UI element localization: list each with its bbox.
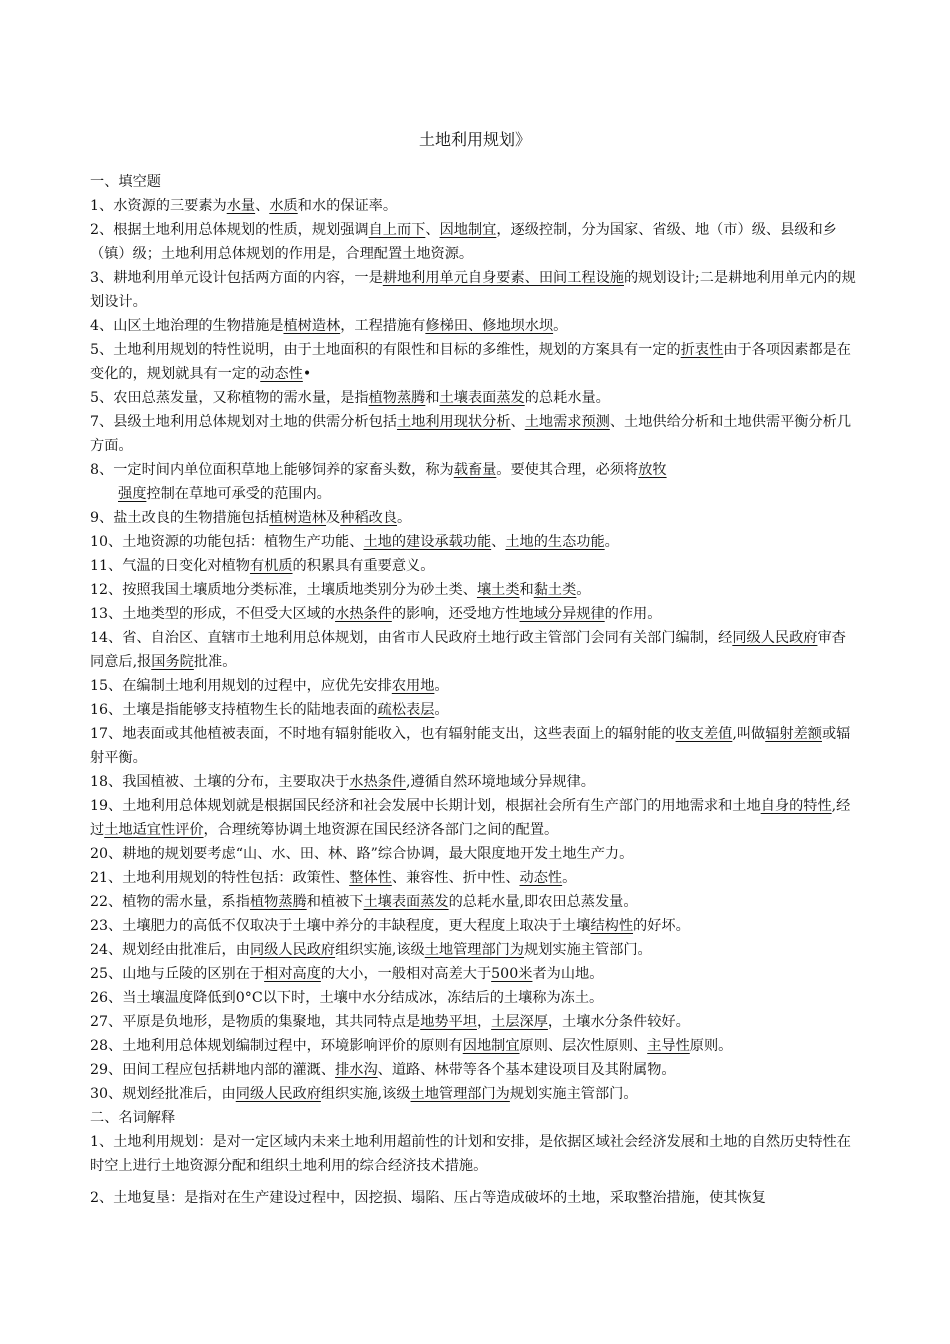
- answer-text: 土地管理部门为: [410, 1086, 510, 1102]
- question-text: ,叫做: [732, 726, 766, 742]
- question-text: 9、盐土改良的生物措施包括: [90, 510, 270, 526]
- answer-text: 同级人民政府: [235, 1086, 321, 1102]
- question-text: 2、根据土地利用总体规划的性质，规划强调: [90, 222, 369, 238]
- question-text: 2、土地复垦：是指对在生产建设过程中，因挖损、塌陷、压占等造成破坏的土地，采取整治措施，使其恢复: [90, 1190, 766, 1206]
- question-text: 、兼容性、折中性、: [391, 870, 520, 886]
- answer-text: 水热条件: [349, 774, 407, 790]
- answer-text: 植树造林: [269, 510, 327, 526]
- answer-text: 种稻改良: [340, 510, 398, 526]
- question-text: 5、土地利用规划的特性说明，由于土地面积的有限性和目标的多维性，规划的方案具有一定的: [90, 342, 681, 358]
- question-text: 。: [562, 870, 577, 886]
- answer-text: 有机质: [249, 558, 293, 574]
- question-text: 10、土地资源的功能包括：植物生产功能、: [90, 534, 364, 550]
- question-text: 者为山地。: [532, 966, 604, 982]
- question-text: 21、土地利用规划的特性包括：政策性、: [90, 870, 350, 886]
- fill-in-item: [90, 338, 856, 386]
- question-text: 17、地表面或其他植被表面，不时地有辐射能收入，也有辐射能支出，这些表面上的辐射能的: [90, 726, 676, 742]
- answer-text: 因地制宜: [439, 222, 497, 238]
- answer-text: 土壤表面蒸发: [439, 390, 525, 406]
- answer-text: 土壤表面蒸发: [363, 894, 449, 910]
- answer-text: 地域分异规律: [519, 606, 605, 622]
- question-text: 27、平原是负地形，是物质的集聚地，其共同特点是: [90, 1014, 421, 1030]
- document-title: 土地利用规划》: [418, 130, 531, 149]
- answer-text: 折衷性: [680, 342, 724, 358]
- section-heading: 一、填空题: [90, 174, 161, 190]
- answer-text: 放牧: [638, 462, 667, 478]
- question-text: 控制在草地可承受的范围内。: [146, 486, 331, 502]
- question-text: 15、在编制土地利用规划的过程中，应优先安排: [90, 678, 392, 694]
- question-text: 28、土地利用总体规划编制过程中，环境影响评价的原则有: [90, 1038, 463, 1054]
- question-text: ，: [476, 1014, 492, 1030]
- answer-text: 耕地利用单元自身要素、田间工程设施: [382, 270, 624, 286]
- fill-in-item: [90, 890, 856, 914]
- question-text: 审杳同意后,报: [90, 630, 846, 670]
- question-text: 30、规划经批准后，由: [90, 1086, 236, 1102]
- question-text: 批准。: [193, 654, 237, 670]
- answer-text: 植物蒸腾: [249, 894, 307, 910]
- question-text: 组织实施,该级: [335, 942, 425, 958]
- fill-in-item: [90, 410, 856, 458]
- fill-in-item: [90, 842, 856, 866]
- answer-text: 土地的建设承载功能: [363, 534, 492, 550]
- question-text: 、: [510, 414, 525, 430]
- question-text: 。: [576, 582, 591, 598]
- answer-text: 黏土类: [533, 582, 577, 598]
- fill-in-item: [90, 554, 856, 578]
- question-text: 、土地供给分析和土地供需平衡分析几方面。: [90, 414, 852, 454]
- answer-text: 植树造林: [283, 318, 341, 334]
- question-text: 和: [519, 582, 534, 598]
- question-text: 的好坏。: [633, 918, 690, 934]
- fill-in-item: [90, 458, 856, 482]
- question-text: 4、山区土地治理的生物措施是: [90, 318, 284, 334]
- fill-in-item: [90, 1058, 856, 1082]
- answer-text: 水热条件: [335, 606, 392, 622]
- question-text: 和: [425, 390, 440, 406]
- answer-text: 主导性: [647, 1038, 690, 1054]
- fill-in-item: [90, 530, 856, 554]
- question-text: 。要使其合理，必须将: [496, 462, 639, 478]
- fill-in-item: [90, 794, 856, 842]
- fill-in-item: [90, 1034, 856, 1058]
- question-text: 20、耕地的规划要考虑“山、水、田、林、路”综合协调，最大限度地开发土地生产力。: [90, 846, 634, 862]
- fill-in-item: [90, 578, 856, 602]
- question-text: 24、规划经由批准后，由: [90, 942, 250, 958]
- question-text: 、: [491, 534, 506, 550]
- question-text: 的作用。: [604, 606, 662, 622]
- fill-in-item: [90, 914, 856, 938]
- question-text: 。: [604, 534, 619, 550]
- question-text: 29、田间工程应包括耕地内部的灌溉、: [90, 1062, 336, 1078]
- question-text: 22、植物的需水量，系指: [90, 894, 250, 910]
- answer-text: 水质: [269, 198, 298, 214]
- question-text: 13、土地类型的形成，不但受大区域的: [90, 606, 336, 622]
- answer-text: 同级人民政府: [732, 630, 818, 646]
- question-text: 及: [326, 510, 341, 526]
- answer-text: 地势平坦: [420, 1014, 477, 1030]
- question-text: 。: [553, 318, 568, 334]
- document-body: [90, 170, 856, 1210]
- fill-in-item: [90, 938, 856, 962]
- fill-in-item: [90, 314, 856, 338]
- question-text: 组织实施,该级: [320, 1086, 411, 1102]
- fill-in-item: [90, 698, 856, 722]
- question-text: 。: [397, 510, 412, 526]
- answer-text: 因地制宜: [462, 1038, 520, 1054]
- fill-in-item: [90, 194, 856, 218]
- question-text: ，合理统筹协调土地资源在国民经济各部门之间的配置。: [203, 822, 559, 838]
- fill-in-item: [90, 1010, 856, 1034]
- answer-text: 水量: [226, 198, 256, 214]
- answer-text: 自身的特性: [760, 798, 832, 814]
- question-text: 规划实施主管部门。: [524, 942, 652, 958]
- section-heading: 二、名词解释: [90, 1110, 176, 1126]
- question-text: 23、土壤肥力的高低不仅取决于土壤中养分的丰缺程度，更大程度上取决于土壤: [90, 918, 591, 934]
- answer-text: 排水沟: [335, 1062, 378, 1078]
- question-text: 1、土地利用规划：是对一定区域内未来土地利用超前性的计划和安排，是依据区域社会经济发展和土地的自然历史特性在时空上进行土地资源分配和组织土地利用的综合经济技术措施。: [90, 1134, 851, 1174]
- answer-text: 农用地: [391, 678, 435, 694]
- question-text: 的总耗水量。: [524, 390, 610, 406]
- answer-text: 土地适宜性评价: [104, 822, 204, 838]
- answer-text: 植物蒸腾: [368, 390, 426, 406]
- answer-text: 土地的生态功能: [505, 534, 605, 550]
- question-text: 14、省、自治区、直辖市土地利用总体规划，由省市人民政府土地行政主管部门会同有关部门编制，经: [90, 630, 733, 646]
- answer-text: 500米: [491, 966, 533, 982]
- fill-in-item: [90, 866, 856, 890]
- question-text: 和植被下: [306, 894, 364, 910]
- question-text: 1、水资源的三要素为: [90, 198, 227, 214]
- question-text: 25、山地与丘陵的区别在于: [90, 966, 265, 982]
- answer-text: 土层深厚: [491, 1014, 548, 1030]
- fill-in-item: [90, 1082, 856, 1106]
- fill-in-item: [90, 626, 856, 674]
- question-text: 。: [434, 678, 449, 694]
- answer-text: 载畜量: [453, 462, 497, 478]
- fill-in-item: [90, 962, 856, 986]
- question-text: ，逐级控制，分为国家、省级、地（市）级、县级和乡（镇）级；土地利用总体规划的作用是，合理配置土地资源。: [90, 222, 837, 262]
- answer-text: 自上而下: [368, 222, 426, 238]
- answer-text: 土地利用现状分析: [396, 414, 511, 430]
- definition-item: [90, 1130, 856, 1178]
- question-text: 的大小，一般相对高差大于: [320, 966, 492, 982]
- fill-in-item: [90, 674, 856, 698]
- definition-item: [90, 1186, 856, 1210]
- answer-text: 土地管理部门为: [424, 942, 525, 958]
- fill-in-item: [90, 482, 856, 506]
- question-text: ，土壤水分条件较好。: [547, 1014, 690, 1030]
- answer-text: 结构性: [590, 918, 634, 934]
- question-text: 11、气温的日变化对植物: [90, 558, 250, 574]
- question-text: 的总耗水量,即农田总蒸发量。: [448, 894, 638, 910]
- fill-in-item: [90, 386, 856, 410]
- question-text: ,经过: [90, 798, 851, 838]
- question-text: ,遵循自然环境地域分异规律。: [406, 774, 595, 790]
- answer-text: 壤土类: [476, 582, 520, 598]
- answer-text: 辐射差额: [765, 726, 822, 742]
- answer-text: 收支差值: [675, 726, 733, 742]
- question-text: 、: [425, 222, 440, 238]
- answer-text: 国务院: [151, 654, 194, 670]
- fill-in-item: [90, 218, 856, 266]
- question-text: 18、我国植被、土壤的分布，主要取决于: [90, 774, 350, 790]
- question-text: 的规划设计;二是耕地利用单元内的规划设计。: [90, 270, 856, 310]
- question-text: 19、土地利用总体规划就是根据国民经济和社会发展中长期计划，根据社会所有生产部门的用地需求和土地: [90, 798, 761, 814]
- answer-text: 同级人民政府: [249, 942, 336, 958]
- question-text: 和水的保证率。: [297, 198, 398, 214]
- question-text: 7、县级土地利用总体规划对土地的供需分析包括: [90, 414, 397, 430]
- answer-text: 疏松表层: [377, 702, 435, 718]
- fill-in-item: [90, 770, 856, 794]
- fill-in-item: [90, 266, 856, 314]
- question-text: 16、土壤是指能够支持植物生长的陆地表面的: [90, 702, 378, 718]
- question-text: 5、农田总蒸发量，又称植物的需水量，是指: [90, 390, 369, 406]
- question-text: 8、一定时间内单位面积草地上能够饲养的家畜头数，称为: [90, 462, 454, 478]
- answer-text: 整体性: [349, 870, 392, 886]
- question-text: 、道路、林带等各个基本建设项目及其附属物。: [377, 1062, 676, 1078]
- question-text: 的影响，还受地方性: [391, 606, 520, 622]
- question-text: 。: [434, 702, 449, 718]
- question-text: 原则。: [689, 1038, 733, 1054]
- fill-in-item: [90, 722, 856, 770]
- fill-in-item: [90, 506, 856, 530]
- question-text: 12、按照我国土壤质地分类标准，土壤质地类别分为砂土类、: [90, 582, 477, 598]
- answer-text: 强度: [118, 486, 147, 502]
- question-text: 的积累具有重要意义。: [292, 558, 435, 574]
- answer-text: 修梯田、修地坝水坝: [425, 318, 554, 334]
- fill-in-item: [90, 986, 856, 1010]
- fill-in-item: [90, 602, 856, 626]
- question-text: •: [302, 366, 312, 382]
- question-text: 、: [255, 198, 270, 214]
- answer-text: 土地需求预测: [524, 414, 610, 430]
- answer-text: 动态性: [260, 366, 303, 382]
- question-text: 规划实施主管部门。: [509, 1086, 638, 1102]
- answer-text: 相对高度: [264, 966, 321, 982]
- question-text: 由于各项因素都是在变化的，规划就具有一定的: [90, 342, 851, 382]
- answer-text: 动态性: [519, 870, 563, 886]
- question-text: ，工程措施有: [340, 318, 426, 334]
- question-text: 或辐射平衡。: [90, 726, 851, 766]
- question-text: 3、耕地利用单元设计包括两方面的内容，一是: [90, 270, 383, 286]
- question-text: 26、当土壤温度降低到0°C以下时，土壤中水分结成冰，冻结后的土壤称为冻土。: [90, 990, 604, 1006]
- question-text: 原则、层次性原则、: [519, 1038, 648, 1054]
